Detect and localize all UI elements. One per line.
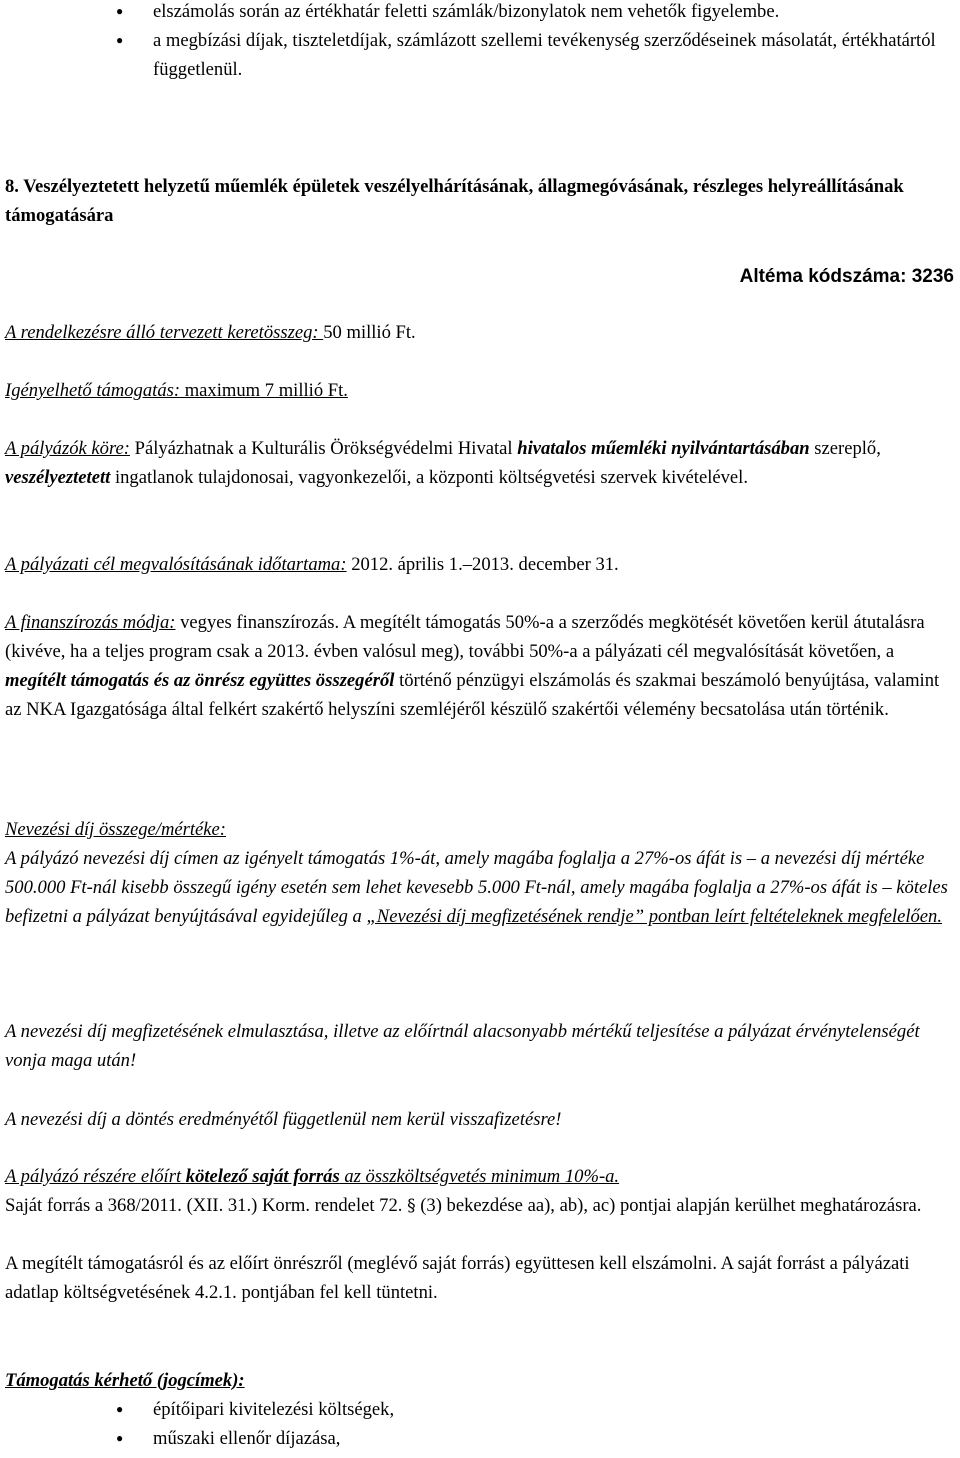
financing-paragraph (5, 608, 953, 724)
budget-line (5, 318, 953, 347)
applicants-text: szereplő, (809, 438, 881, 459)
fee-refund-paragraph (5, 1105, 953, 1134)
fee-heading (5, 815, 953, 844)
duration-value: 2012. április 1.–2013. december 31. (346, 554, 619, 575)
applicants-emphasis: veszélyeztetett (5, 467, 111, 488)
applicants-emphasis: hivatalos műemléki nyilvántartásában (517, 438, 810, 459)
own-source-text: az összköltségvetés minimum 10%-a. (339, 1166, 620, 1187)
fee-omission-text: A nevezési díj megfizetésének elmulasztása, illetve az előírtnál alacsonyabb mértékű teljesítése a pályázat érvénytelenségét vonja maga után! (5, 1021, 920, 1071)
list-item (5, 26, 953, 84)
list-item (5, 1395, 953, 1424)
subtopic-code: Altéma kódszáma: 3236 (739, 266, 954, 287)
applicants-text: Pályázhatnak a Kulturális Örökségvédelmi Hivatal (129, 438, 518, 459)
fee-refund-text: A nevezési díj a döntés eredményétől függetlenül nem kerül visszafizetésre! (5, 1109, 562, 1130)
financing-label: A finanszírozás módja: (5, 612, 176, 633)
applicants-label: A pályázók köre: (5, 438, 130, 459)
duration-line (5, 550, 953, 579)
financing-emphasis: megítélt támogatás és az önrész együttes összegéről (5, 670, 395, 691)
applicants-paragraph (5, 434, 953, 492)
list-item-text: elszámolás során az értékhatár feletti számlák/bizonylatok nem vehetők figyelembe. (153, 1, 780, 22)
fee-paragraph (5, 844, 953, 931)
regulation-text: (3) bekezdése aa), ab), ac) pontjai alapján kerülhet meghatározásra. (415, 1195, 922, 1216)
max-support-value: maximum 7 millió Ft. (180, 380, 348, 401)
own-source-requirement (5, 1162, 953, 1191)
fee-heading-text: Nevezési díj összege/mértéke: (5, 819, 226, 840)
fee-reference: „Nevezési díj megfizetésének rendje” pontban leírt feltételeknek megfelelően. (366, 906, 942, 927)
own-source-regulation (5, 1191, 953, 1221)
max-support-label: Igényelhető támogatás: (5, 380, 181, 401)
fee-omission-paragraph (5, 1017, 953, 1075)
duration-label: A pályázati cél megvalósításának időtartama: (5, 554, 347, 575)
list-item (5, 1424, 953, 1453)
list-item (5, 0, 953, 26)
eligible-heading-text: Támogatás kérhető (jogcímek): (5, 1370, 245, 1391)
budget-value: 50 millió Ft. (323, 322, 416, 343)
own-source-emphasis: kötelező saját forrás (185, 1166, 340, 1187)
list-item-text: építőipari kivitelezési költségek, (153, 1399, 395, 1420)
list-item-text: a megbízási díjak, tiszteletdíjak, számlázott szellemi tevékenység szerződéseinek másolatát, értékhatártól függetlenül. (153, 30, 936, 80)
financing-value: vegyes finanszírozás. (175, 612, 340, 633)
eligible-heading (5, 1366, 953, 1395)
budget-label: A rendelkezésre álló tervezett keretösszeg: (5, 322, 324, 343)
section-sign: § (407, 1196, 416, 1216)
applicants-text: ingatlanok tulajdonosai, vagyonkezelői, a központi költségvetési szervek kivételével. (110, 467, 748, 488)
section-heading: 8. Veszélyeztetett helyzetű műemlék épületek veszélyelhárításának, állagmegóvásának, részleges helyreállításának támogatására (5, 176, 904, 226)
top-bullet-list (5, 0, 953, 84)
eligible-list (5, 1395, 953, 1453)
financing-text: történő pénzügyi elszámolás és szakmai beszámoló benyújtása, valamint az NKA Igazgatósága által felkért szakértő helyszíni szemléjéről készülő szakértői vélemény becsatolása után történik. (5, 670, 940, 720)
fee-text: A pályázó nevezési díj címen az igényelt támogatás 1%-át, amely magába foglalja a 27%-os áfát is – a nevezési díj mértéke 500.000 Ft-nál kisebb összegű igény esetén sem lehet kevesebb 5.000 Ft-nál, amely magába foglalja a 27%-os áfát is – köteles befizetni a pályázat benyújtásával egyidejűleg a (5, 848, 948, 927)
own-source-text: A pályázó részére előírt (5, 1166, 186, 1187)
financing-text: A megítélt támogatás 50%-a a szerződés megkötését követően kerül átutalásra (kivéve, ha a teljes program csak a 2013. évben valósul meg), további 50%-a a pályázati cél megvalósítását követően, a (5, 612, 925, 662)
list-item-text: műszaki ellenőr díjazása, (153, 1428, 341, 1449)
regulation-text: Saját forrás a 368/2011. (XII. 31.) Korm. rendelet 72. (5, 1195, 408, 1216)
max-support-line (5, 376, 953, 405)
own-source-accounting: A megítélt támogatásról és az előírt önrészről (meglévő saját forrás) együttesen kell elszámolni. A saját forrást a pályázati adatlap költségvetésének 4.2.1. pontjában fel kell tüntetni. (5, 1253, 910, 1303)
